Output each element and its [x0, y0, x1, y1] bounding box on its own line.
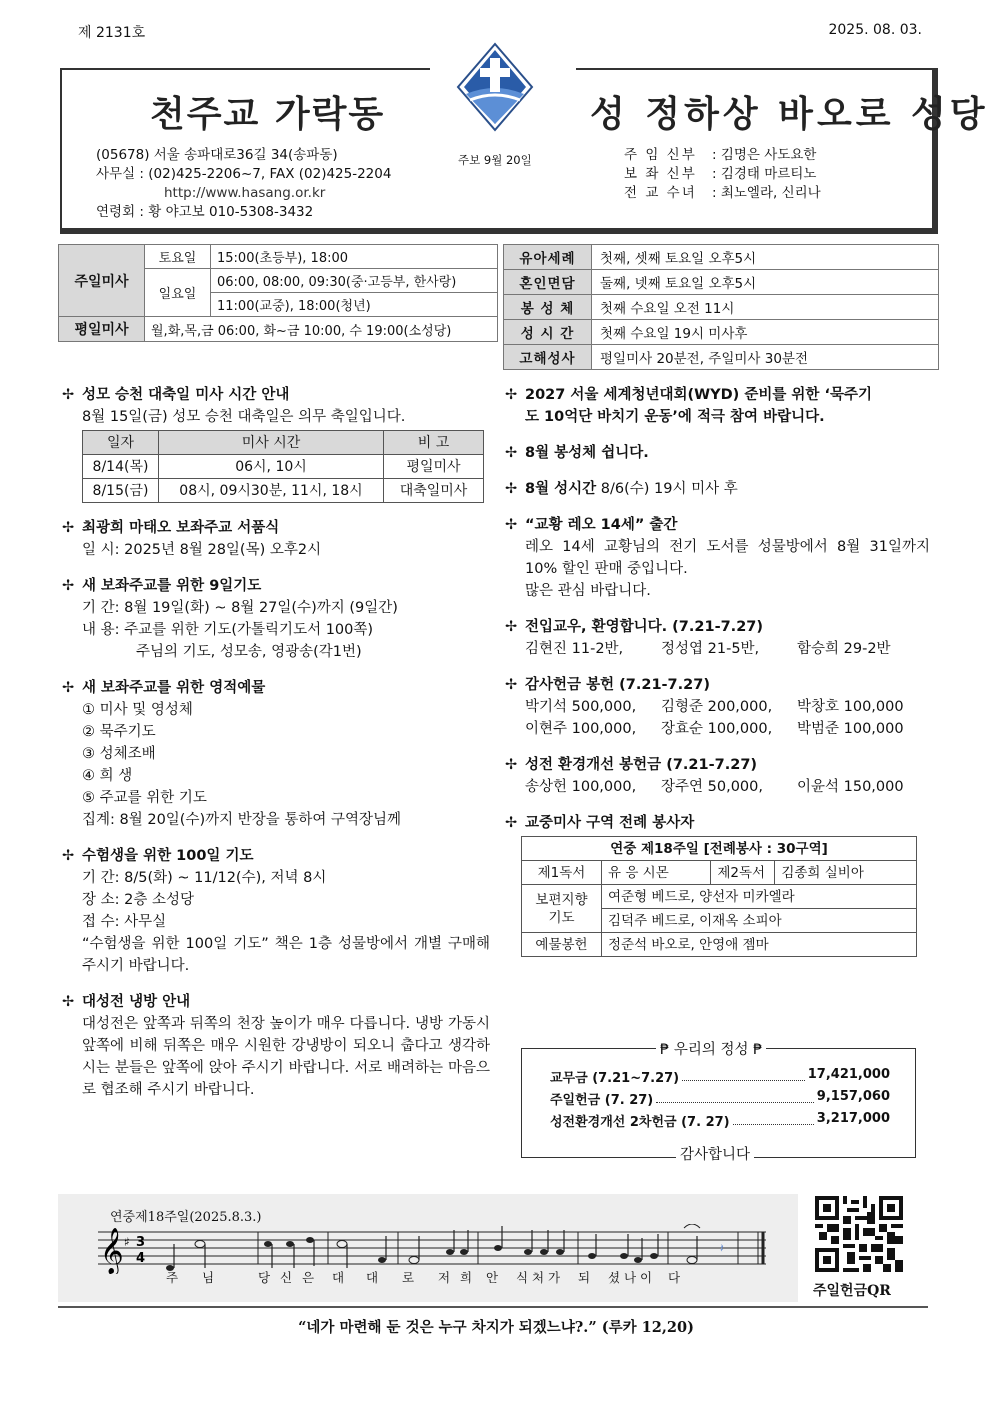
sacrament-info-table	[503, 244, 939, 370]
notice-title: 2027 서울 세계청년대회(WYD) 준비를 위한 ‘묵주기	[525, 387, 872, 403]
notice-title: 최광희 마태오 보좌주교 서품식	[82, 520, 280, 536]
funeral-contact: 연령회 : 황 야고보 010-5308-3432	[96, 204, 314, 220]
website-link[interactable]: http://www.hasang.or.kr	[164, 185, 326, 201]
offering-row: 주일헌금 (7. 27) 9,157,060	[550, 1089, 890, 1108]
cross-icon: ✢	[505, 677, 518, 693]
clergy-role: 주 임 신부	[624, 147, 697, 163]
weekly-note: 주보 9월 20일	[458, 153, 532, 167]
table-cell: 김종희 실비아	[775, 861, 917, 885]
clergy-name: : 김명은 사도요한	[712, 147, 817, 163]
table-header: 비 고	[384, 431, 484, 455]
cross-icon: ✢	[62, 387, 75, 403]
offering-box	[521, 1048, 916, 1158]
notice-communion	[505, 442, 930, 464]
notice-title: 8월 성시간	[525, 481, 597, 497]
table-cell: 대축일미사	[384, 479, 484, 503]
notice-title: 교중미사 구역 전례 봉사자	[525, 815, 695, 831]
servers-table-header: 연중 제18주일 [전례봉사 : 30구역]	[522, 837, 917, 861]
table-cell: 평일미사	[384, 455, 484, 479]
list-item: 송상헌 100,000,	[525, 779, 637, 795]
notice-spiritual-gift	[62, 677, 490, 831]
notice-text: 주님의 기도, 성모송, 영광송(각1번)	[136, 644, 362, 660]
qr-code-icon[interactable]	[815, 1196, 903, 1272]
info-label: 유아세례	[504, 245, 592, 270]
offering-row: 성전환경개선 2차헌금 (7. 27) 3,217,000	[550, 1111, 890, 1130]
list-item: ④ 희 생	[82, 768, 133, 784]
table-header: 일자	[83, 431, 159, 455]
list-item: 함승희 29-2반	[797, 641, 891, 657]
notice-text: 집계: 8월 20일(수)까지 반장을 통하여 구역장님께	[82, 812, 402, 828]
svg-text:♯: ♯	[124, 1235, 130, 1249]
table-cell: 유 응 시몬	[602, 861, 711, 885]
info-value: 둘째, 넷째 토요일 오후5시	[592, 270, 939, 295]
music-score	[58, 1194, 798, 1302]
gospel-quote: “네가 마련해 둔 것은 누구 차지가 되겠느냐?.” (루카 12,20)	[298, 1319, 694, 1336]
notice-text: 8월 15일(금) 성모 승천 대축일은 의무 축일입니다.	[82, 409, 406, 425]
list-item: 박창호 100,000	[797, 699, 904, 715]
table-cell: 8/14(목)	[83, 455, 159, 479]
notice-assumption	[62, 384, 490, 503]
servers-table	[521, 836, 917, 957]
notice-text: 레오 14세 교황님의 전기 도서를 성물방에서 8월 31일까지 10% 할인 판매 중입니다.	[525, 539, 930, 577]
staff-notation-icon	[98, 1224, 798, 1274]
notice-title: 새 보좌주교를 위한 9일기도	[82, 578, 262, 594]
table-cell: 06시, 10시	[159, 455, 384, 479]
cross-icon: ✢	[505, 757, 518, 773]
notice-title: “교황 레오 14세” 출간	[525, 517, 678, 533]
notice-new-members	[505, 616, 930, 660]
table-cell: 예물봉헌	[522, 933, 602, 957]
notice-wyd	[505, 384, 930, 428]
notice-book	[505, 514, 930, 602]
notice-title: 수험생을 위한 100일 기도	[82, 848, 254, 864]
notice-cooling	[62, 991, 490, 1101]
svg-text:4: 4	[136, 1251, 146, 1266]
info-label: 혼인면담	[504, 270, 592, 295]
list-item: 박기석 500,000,	[525, 699, 637, 715]
cross-icon: ✢	[505, 517, 518, 533]
lyrics: 주 님 당 신 은 대 대 로 저 희 안 식 처 가 되 셨 나 이 다	[166, 1270, 681, 1285]
weekday-mass-label: 평일미사	[59, 317, 145, 342]
address: (05678) 서울 송파대로36길 34(송파동)	[96, 147, 338, 163]
office-phone: 사무실 : (02)425-2206~7, FAX (02)425-2204	[96, 166, 392, 182]
cross-icon: ✢	[62, 848, 75, 864]
clergy-role: 보 좌 신부	[624, 166, 697, 182]
issue-number: 제 2131호	[78, 25, 146, 41]
table-cell: 여준형 베드로, 양선자 미카엘라	[602, 885, 917, 909]
table-cell: 김덕주 베드로, 이재옥 소피아	[602, 909, 917, 933]
right-column	[505, 384, 930, 971]
info-value: 첫째, 셋째 토요일 오후5시	[592, 245, 939, 270]
cross-icon: ✢	[62, 578, 75, 594]
notice-holy-hour	[505, 478, 930, 500]
list-item: 김현진 11-2반,	[525, 641, 624, 657]
church-region-title: 천주교 가락동	[150, 94, 386, 135]
list-item: 장주연 50,000,	[661, 779, 763, 795]
notice-exam-prayer	[62, 845, 490, 977]
notice-ordination	[62, 517, 490, 561]
notice-text: 내 용: 주교를 위한 기도(가톨릭기도서 100쪽)	[82, 622, 374, 638]
sunday-mass-label: 주일미사	[59, 245, 145, 317]
table-header: 미사 시간	[159, 431, 384, 455]
cross-icon: ✢	[62, 680, 75, 696]
notice-title: 전입교우, 환영합니다. (7.21-7.27)	[525, 619, 763, 635]
list-item: 김형준 200,000,	[661, 699, 773, 715]
svg-text:𝄞: 𝄞	[100, 1228, 124, 1274]
table-cell: 8/15(금)	[83, 479, 159, 503]
list-item: 박범준 100,000	[797, 721, 904, 737]
info-value: 첫째 수요일 오전 11시	[592, 295, 939, 320]
list-item: ② 묵주기도	[82, 724, 156, 740]
saturday-times: 15:00(초등부), 18:00	[211, 245, 498, 269]
notice-environment-offering	[505, 754, 930, 798]
table-cell: 보편지향 기도	[522, 885, 602, 933]
sunday-label: 일요일	[145, 269, 211, 317]
table-cell: 정준석 바오로, 안영애 젬마	[602, 933, 917, 957]
church-name-title: 성 정하상 바오로 성당	[590, 94, 989, 135]
table-cell: 08시, 09시30분, 11시, 18시	[159, 479, 384, 503]
notice-novena	[62, 575, 490, 663]
notice-title: 감사헌금 봉헌 (7.21-7.27)	[525, 677, 710, 693]
weekday-times: 월,화,목,금 06:00, 화~금 10:00, 수 19:00(소성당)	[145, 317, 498, 342]
info-label: 고해성사	[504, 345, 592, 370]
music-caption: 연중제18주일(2025.8.3.)	[110, 1210, 262, 1225]
sunday-times-2: 11:00(교중), 18:00(청년)	[211, 293, 498, 317]
qr-label: 주일헌금QR	[813, 1283, 891, 1299]
info-label: 봉 성 체	[504, 295, 592, 320]
clergy-list	[624, 146, 821, 203]
notice-title: 새 보좌주교를 위한 영적예물	[82, 680, 266, 696]
notice-text: “수험생을 위한 100일 기도” 책은 1층 성물방에서 개별 구매해 주시기 바랍니다.	[82, 936, 490, 974]
notice-text: 접 수: 사무실	[82, 914, 167, 930]
left-column	[62, 384, 490, 1115]
list-item: ⑤ 주교를 위한 기도	[82, 790, 207, 806]
assumption-mass-table	[82, 430, 484, 503]
notice-text: 많은 관심 바랍니다.	[525, 583, 651, 599]
offering-row: 교무금 (7.21~7.27) 17,421,000	[550, 1067, 890, 1086]
list-item: 장효순 100,000,	[661, 721, 773, 737]
saturday-label: 토요일	[145, 245, 211, 269]
list-item: ① 미사 및 영성체	[82, 702, 193, 718]
notice-title: 대성전 냉방 안내	[82, 994, 191, 1010]
notice-title: 8월 봉성체 쉽니다.	[525, 445, 649, 461]
list-item: ③ 성체조배	[82, 746, 156, 762]
notice-title-cont: 도 10억단 바치기 운동’에 적극 참여 바랍니다.	[525, 409, 825, 425]
notice-text: 일 시: 2025년 8월 28일(목) 오후2시	[82, 542, 322, 558]
notice-text: 8/6(수) 19시 미사 후	[596, 481, 738, 497]
svg-text:𝄽: 𝄽	[720, 1241, 724, 1255]
clergy-name: : 김경태 마르티노	[712, 166, 817, 182]
mass-schedule-table	[58, 244, 498, 342]
clergy-role: 전 교 수녀	[624, 185, 697, 201]
svg-text:3: 3	[136, 1235, 146, 1250]
cross-icon: ✢	[505, 387, 518, 403]
notice-text: 장 소: 2층 소성당	[82, 892, 194, 908]
cross-icon: ✢	[62, 520, 75, 536]
parish-logo-icon	[456, 42, 534, 132]
table-cell: 제1독서	[522, 861, 602, 885]
cross-icon: ✢	[62, 994, 75, 1010]
notice-text: 기 간: 8/5(화) ~ 11/12(수), 저녁 8시	[82, 870, 327, 886]
clergy-name: : 최노엘라, 신리나	[712, 185, 821, 201]
offering-title: ₱ 우리의 정성 ₱	[656, 1038, 766, 1059]
cross-icon: ✢	[505, 815, 518, 831]
info-value: 평일미사 20분전, 주일미사 30분전	[592, 345, 939, 370]
list-item: 정성엽 21-5반,	[661, 641, 760, 657]
table-cell: 제2독서	[711, 861, 775, 885]
list-item: 이윤석 150,000	[797, 779, 904, 795]
notice-thanks-offering	[505, 674, 930, 740]
cross-icon: ✢	[505, 445, 518, 461]
offering-thanks: 감사합니다	[676, 1143, 754, 1164]
cross-icon: ✢	[505, 619, 518, 635]
contact-info	[96, 146, 391, 222]
issue-date: 2025. 08. 03.	[828, 22, 922, 38]
divider	[58, 1306, 928, 1308]
list-item: 이현주 100,000,	[525, 721, 637, 737]
info-value: 첫째 수요일 19시 미사후	[592, 320, 939, 345]
notice-liturgy-servers	[505, 812, 930, 957]
notice-title: 성전 환경개선 봉헌금 (7.21-7.27)	[525, 757, 758, 773]
notice-text: 대성전은 앞쪽과 뒤쪽의 천장 높이가 매우 다릅니다. 냉방 가동시 앞쪽에 비해 뒤쪽은 매우 시원한 강냉방이 되오니 춥다고 생각하시는 분들은 앞쪽에 앉아 주시기 바랍니다. 서로 배려하는 마음으로 협조해 주시기 바랍니다.	[82, 1016, 490, 1098]
info-label: 성 시 간	[504, 320, 592, 345]
sunday-times-1: 06:00, 08:00, 09:30(중·고등부, 한사랑)	[211, 269, 498, 293]
cross-icon: ✢	[505, 481, 518, 497]
notice-title: 성모 승천 대축일 미사 시간 안내	[82, 387, 290, 403]
notice-text: 기 간: 8월 19일(화) ~ 8월 27일(수)까지 (9일간)	[82, 600, 398, 616]
